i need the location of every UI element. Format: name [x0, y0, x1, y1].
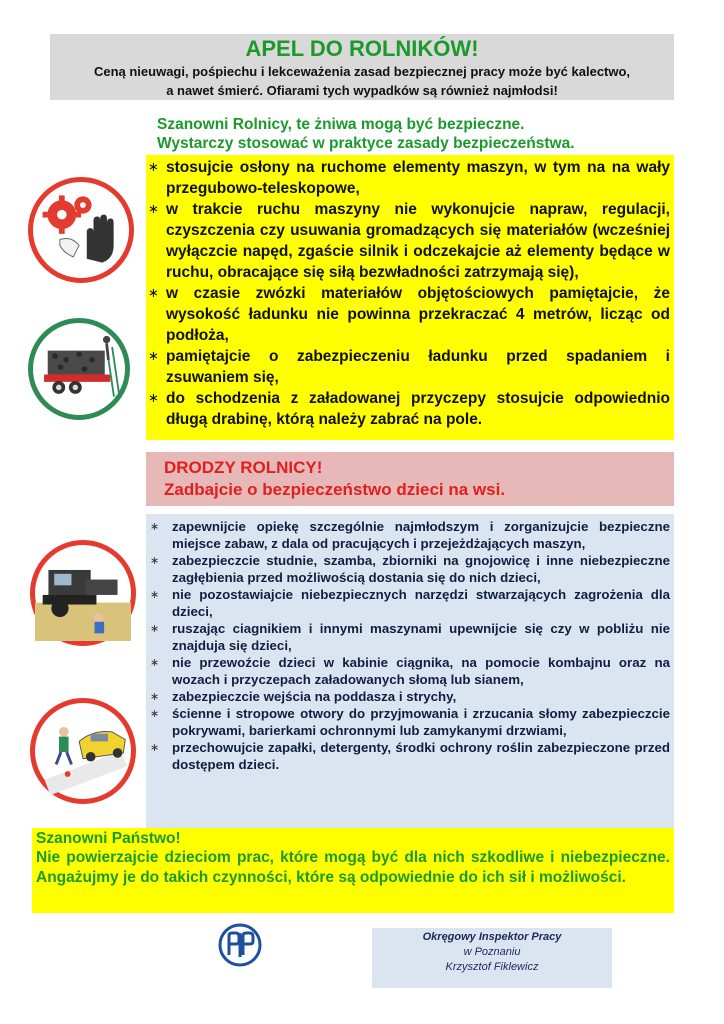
header-banner [50, 34, 674, 100]
bullet-asterisk-icon: ∗ [150, 554, 160, 567]
bullet-asterisk-icon: ∗ [150, 707, 160, 720]
header-subtitle-line1: Ceną nieuwagi, pośpiechu i lekceważenia zasad bezpiecznej pracy może być kalectwo, [93, 64, 631, 79]
children-appeal-title: DRODZY ROLNICY! [164, 458, 323, 477]
loaded-trailer-ladder-icon [28, 318, 130, 420]
bullet-asterisk-icon: ∗ [148, 286, 159, 301]
signature-box [372, 928, 612, 988]
list-item: ∗ pamiętajcie o zabezpieczeniu ładunku przed spadaniem i zsuwaniem się, [148, 348, 670, 386]
car-child-crossing-icon [30, 698, 136, 804]
intro-text [157, 115, 677, 153]
children-rules-list [146, 514, 674, 773]
closing-panel [32, 828, 674, 913]
list-item: ∗ przechowujcie zapałki, detergenty, środki ochrony roślin zabezpieczone przed dostępem dzieci. [150, 740, 670, 772]
signature-office: w Poznaniu [463, 946, 521, 958]
bullet-asterisk-icon: ∗ [148, 160, 159, 175]
bullet-asterisk-icon: ∗ [150, 741, 160, 754]
header-subtitle-line2: a nawet śmierć. Ofiarami tych wypadków są również najmłodsi! [166, 83, 558, 98]
pip-logo-icon [218, 923, 262, 967]
list-item: ∗ ścienne i stropowe otwory do przyjmowania i zrzucania słomy zabezpieczcie pokrywami, barierkami ochronnymi lub zamykanymi drzwiami, [150, 706, 670, 738]
bullet-asterisk-icon: ∗ [150, 690, 160, 703]
list-item: ∗ nie przewoźcie dzieci w kabinie ciągnika, na pomocie kombajnu oraz na wozach i przyczepach załadowanych słomą lub sianem, [150, 655, 670, 687]
bullet-asterisk-icon: ∗ [150, 622, 160, 635]
bullet-asterisk-icon: ∗ [148, 349, 159, 364]
list-item: ∗ do schodzenia z załadowanej przyczepy stosujcie odpowiednio długą drabinę, którą należy zabrać na pole. [148, 390, 670, 428]
bullet-asterisk-icon: ∗ [148, 391, 159, 406]
page-title: APEL DO ROLNIKÓW! [245, 36, 479, 61]
signature-title: Okręgowy Inspektor Pracy [422, 931, 562, 943]
safety-rules-panel [146, 155, 674, 440]
intro-line1: Szanowni Rolnicy, te żniwa mogą być bezpieczne. [157, 116, 525, 133]
list-item: ∗ zabezpieczcie studnie, szamba, zbiorniki na gnojowicę i inne niebezpieczne zagłębienia przed możliwością dostania się do nich dzieci, [150, 553, 670, 585]
list-item: ∗ nie pozostawiajcie niebezpiecznych narzędzi stwarzających zagrożenia dla dzieci, [150, 587, 670, 619]
gears-stop-hand-icon [28, 177, 134, 283]
safety-rules-list [146, 155, 674, 430]
closing-greeting: Szanowni Państwo! [36, 830, 181, 847]
signature-name: Krzysztof Fiklewicz [445, 961, 539, 973]
children-appeal-banner [146, 452, 674, 506]
children-rules-panel [146, 514, 674, 830]
bullet-asterisk-icon: ∗ [150, 656, 160, 669]
closing-text: Nie powierzajcie dzieciom prac, które mogą być dla nich szkodliwe i niebezpieczne. Angażujmy je do takich czynności, które są odpowiednie do ich sił i możliwości. [36, 849, 670, 886]
intro-line2: Wystarczy stosować w praktyce zasady bezpieczeństwa. [157, 135, 575, 152]
bullet-asterisk-icon: ∗ [150, 520, 160, 533]
list-item: ∗ zapewnijcie opiekę szczególnie najmłodszym i zorganizujcie bezpieczne miejsce zabaw, z dala od pracujących i przejeżdżających maszyn, [150, 519, 670, 551]
list-item: ∗ w trakcie ruchu maszyny nie wykonujcie napraw, regulacji, czyszczenia czy usuwania gromadzących się materiałów (wcześniej wyłączcie napęd, zgaście silnik i odczekajcie aż elementy będące w ruchu, obracające się siłą bezwładności zatrzymają się), [148, 201, 670, 281]
list-item: ∗ ruszając ciagnikiem i innymi maszynami upewnijcie się czy w pobliżu nie znajduja się dzieci, [150, 621, 670, 653]
list-item: ∗ zabezpieczcie wejścia na poddasza i strychy, [150, 689, 457, 704]
list-item: ∗ w czasie zwózki materiałów objętościowych pamiętajcie, że wysokość ładunku nie powinna przekraczać 4 metrów, licząc od podłoża, [148, 285, 670, 344]
bullet-asterisk-icon: ∗ [148, 202, 159, 217]
bullet-asterisk-icon: ∗ [150, 588, 160, 601]
list-item: ∗ stosujcie osłony na ruchome elementy maszyn, w tym na na wały przegubowo-teleskopowe, [148, 159, 670, 197]
children-appeal-subtitle: Zadbajcie o bezpieczeństwo dzieci na wsi. [164, 480, 506, 499]
combine-harvester-child-icon [30, 540, 136, 646]
